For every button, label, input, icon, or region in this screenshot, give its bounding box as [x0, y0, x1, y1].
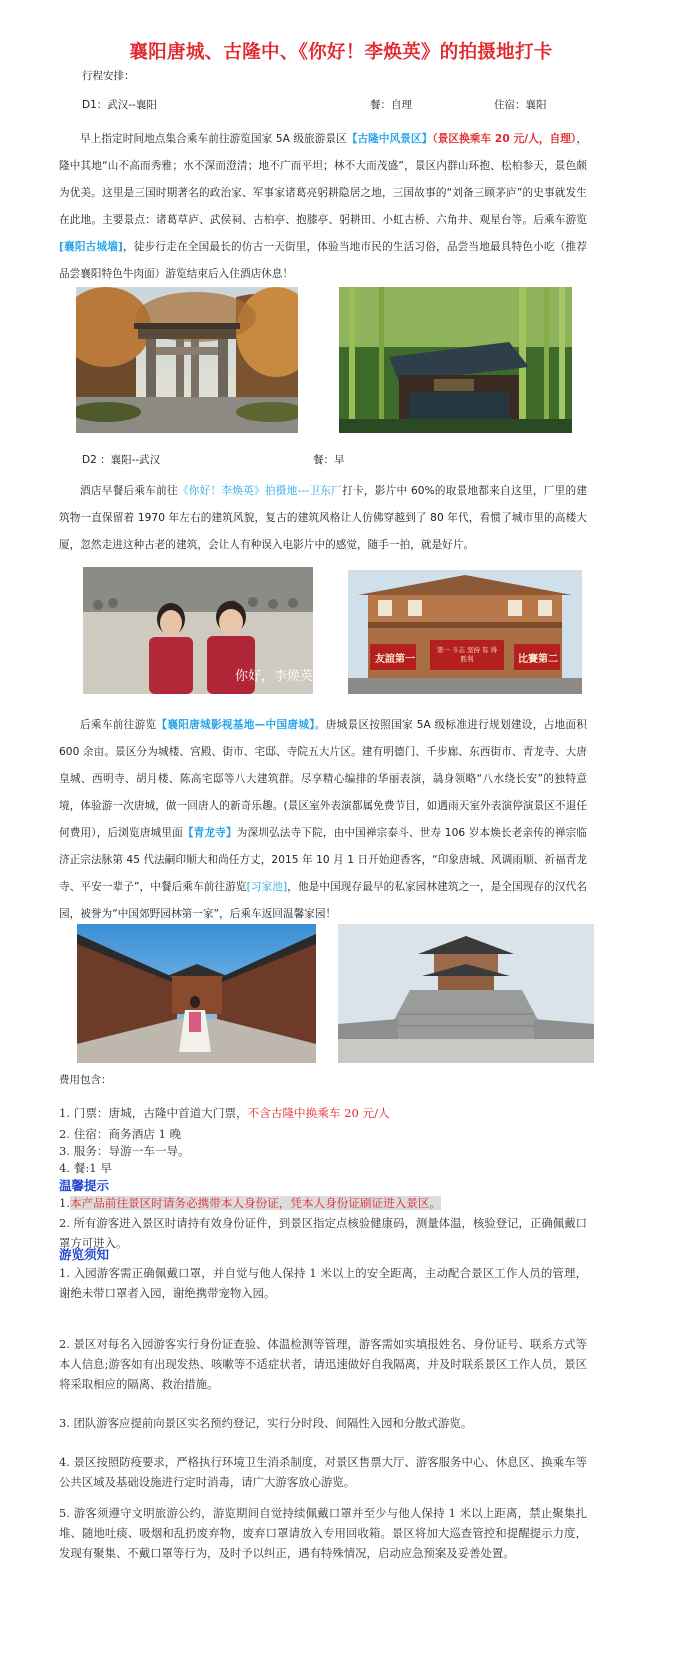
- movie-still-photo: [83, 567, 313, 694]
- sign-middle-text: 第一 斗志 坚持 有 得胜利: [436, 646, 498, 663]
- d1-stay: 住宿：襄阳: [494, 99, 547, 111]
- movie-poster-text: 你好，李焕英: [235, 669, 313, 684]
- tips-heading: 温馨提示: [59, 1178, 110, 1193]
- gulongzhong-archway-photo: [76, 287, 298, 433]
- itinerary-label: 行程安排：: [82, 70, 135, 82]
- tip-1-num: 1.: [59, 1196, 71, 1210]
- fee-item-4: 4. 餐:1 早: [59, 1161, 112, 1175]
- sign-left-text: 友誼第一: [375, 654, 415, 665]
- qinglong-temple: 【青龙寺】: [182, 827, 237, 839]
- p3-text-body: 。唐城景区按照国家 5A 级标准进行规划建设，占地面积 600 余亩。景区分为城楼、宫殿、街市、宅邸、寺院五大片区。建有明德门、千步廊、东西街市、青龙寺、大唐皇城、西明寺、胡月楼、陈高宅邸等八大建筑群。尽享精心编排的华丽表演，骉身领略“八水绕长安”的独特意境，体验游一次唐城，做一回唐人的新奇乐趣。(景区室外表演都属免费节目，如遇雨天室外表演停演景区不退任何费用），后浏览唐城里面: [59, 719, 588, 839]
- rule-1-num: 1.: [59, 1266, 70, 1280]
- xijia-pool: [习家池]: [246, 881, 288, 893]
- fee-item-1-exclusion: 不含古隆中换乘车 20 元/人: [247, 1106, 390, 1120]
- rule-2: 2. 景区对每名入园游客实行身份证查验、体温检测等管理，游客需如实填报姓名、身份证号、联系方式等本人信息;游客如有出现发热、咳嗽等不适症状者，请迅速做好自我隔离，并及时联系景区工作人员，景区将采取相应的隔离、救治措施。: [59, 1337, 587, 1391]
- d2-route: D2 ：襄阳--武汉: [82, 454, 161, 466]
- p3-text-intro: 后乘车前往游览: [80, 719, 157, 731]
- d1-text-intro: 早上指定时间地点集合乘车前往游览国家 5A 级旅游景区: [80, 133, 347, 145]
- d2-description: [59, 478, 587, 559]
- tip-2: 2. 所有游客进入景区时请持有效身份证件，到景区指定点核验健康码，测量体温，核验登记，正确佩戴口罩方可进入。: [59, 1216, 587, 1250]
- d1-fee-note: （景区换乘车 20 元/人，自理）: [432, 133, 577, 145]
- d2-text-body: 打卡，影片中 60%的取景地都来自这里，厂里的建筑物一直保留着 1970 年左右的建筑风貌，复古的建筑风格让人仿佛穿越到了 80 年代，看惯了城市里的高楼大厦，忽然走进这种古老的建筑，会让人有种误入电影片中的感觉，随手一拍，就是好片。: [59, 485, 587, 551]
- d1-route: D1：武汉--襄阳: [82, 99, 157, 111]
- d1-meal: 餐：自理: [370, 99, 412, 111]
- fee-item-3: 3. 服务：导游一车一导。: [59, 1144, 190, 1158]
- fee-item-2: 2. 住宿：商务酒店 1 晚: [59, 1127, 182, 1141]
- bamboo-hall-photo: [339, 287, 572, 433]
- rule-5: 5. 游客须遵守文明旅游公约，游览期间自觉持续佩戴口罩并至少与他人保持 1 米以上距离，禁止聚集扎堆、随地吐痰、吸烟和乱扔废弃物，废弃口罩请放入专用回收箱。景区将加大巡查管控和提醒提示力度，发现有聚集、不戴口罩等行为，及时予以纠正，遇有特殊情况，启动应急预案及妥善处置。: [59, 1506, 587, 1560]
- rule-1-text: 入园游客需正确佩戴口罩，并自觉与他人保持 1 米以上的安全距离，主动配合景区工作人员的管理，谢绝未带口罩者入园，谢绝携带宠物入园。: [59, 1266, 587, 1300]
- d1-description: [59, 126, 587, 288]
- factory-building-photo: [348, 570, 582, 694]
- d1-scenic-citywall: [襄阳古城墙]: [59, 241, 123, 253]
- tip-1-text: 本产品前往景区时请务必携带本人身份证，凭本人身份证刷证进入景区。: [70, 1196, 442, 1210]
- rule-3: 3. 团队游客应提前向景区实名预约登记，实行分时段、间隔性入园和分散式游览。: [59, 1416, 473, 1430]
- fee-item-1: [59, 1104, 390, 1122]
- d2-meal: 餐：早: [313, 454, 345, 466]
- fees-label: 费用包含：: [59, 1074, 112, 1086]
- rule-1: [59, 1263, 587, 1303]
- tang-city-tower-photo: [338, 924, 594, 1063]
- tip-1: [59, 1195, 441, 1211]
- p3-text-end: ，他是中国现存最早的私家园林建筑之一，是全国现存的汉代名园，被誉为“中国郊野园林第一家”，后乘车返回温馨家园！: [59, 881, 587, 920]
- d2-text-intro: 酒店早餐后乘车前往: [80, 485, 178, 497]
- rules-heading: 游览须知: [59, 1247, 110, 1262]
- page-title: 襄阳唐城、古隆中、《你好！李焕英》的拍摄地打卡: [129, 42, 553, 63]
- d1-scenic-gulongzhong: 【古隆中风景区】: [346, 133, 433, 145]
- tang-city-site: 【襄阳唐城影视基地—中国唐城】: [156, 719, 315, 731]
- rule-4: 4. 景区按照防疫要求，严格执行环境卫生消杀制度，对景区售票大厅、游客服务中心、休息区、换乘车等公共区域及基础设施进行定时消毒，请广大游客放心游览。: [59, 1455, 587, 1489]
- fee-item-1-text: 1. 门票：唐城，古隆中首道大门票，: [59, 1106, 248, 1120]
- d1-text-end: ，徒步行走在全国最长的仿古一天街里，体验当地市民的生活习俗，品尝当地最具特色小吃（推荐品尝襄阳特色牛肉面）游览结束后入住酒店休息！: [59, 241, 587, 280]
- d1-text-body: ，隆中其地“山不高而秀雅；水不深而澄清；地不广而平坦；林不大而茂盛”，景区内群山环抱、松柏参天，景色颇为优美。这里是三国时期著名的政治家、军事家诸葛亮躬耕隐居之地，三国故事的“刘备三顾茅庐”的史事就发生在此地。主要景点：诸葛草庐、武侯祠、古柏亭、抱膝亭、躬耕田、小虹古桥、六角井、观星台等。后乘车游览: [59, 133, 587, 226]
- tang-city-description: [59, 712, 587, 928]
- p3-text-temple: 为深圳弘法寺下院，由中国禅宗泰斗、世寿 106 岁本焕长老亲传的禅宗临济正宗法脉第 45 代法嗣印顺大和尚任方丈，2015 年 10 月 1 日开始迎香客，“印象唐城、风调雨顺、祈福青龙寺、平安一辈子”，中餐后乘车前往游览: [59, 827, 587, 893]
- d2-filming-site: 《你好！李焕英》拍摄地---卫东厂: [177, 485, 343, 497]
- sign-right-text: 比賽第二: [518, 654, 558, 665]
- tang-city-street-photo: [77, 924, 316, 1063]
